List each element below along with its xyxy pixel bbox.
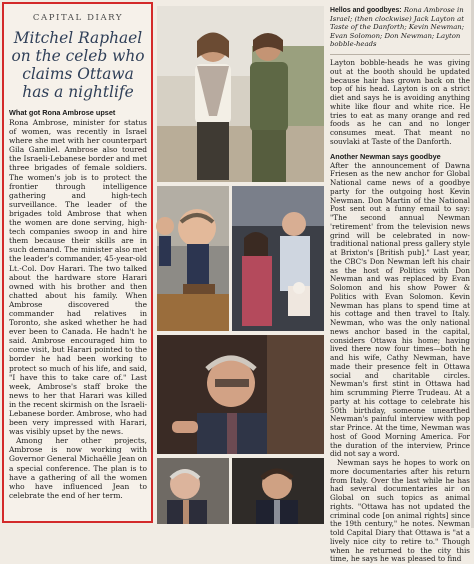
article-paragraph: Layton bobble-heads he was giving out at the booth should be updated because hair has grown back on the top of his head. Layton is on a strict diet and says he is avoiding anything white like flour and white rice. He tries to eat as many orange and red foods as he can and no longer consumes meat. That meant no souvlaki at Taste of the Danforth. xyxy=(330,58,470,146)
photo-evan-solomon xyxy=(157,458,229,524)
caption-text: Rona Ambrose in Israel; (then clockwise) Jack Layton at Taste of the Danforth; Kevin Newman; Evan Solomon; Don Newman; Layton bobble-heads xyxy=(330,6,465,48)
photo-layton-bobble-heads xyxy=(157,186,229,331)
photo-layton-danforth xyxy=(232,186,324,331)
photo-don-newman xyxy=(232,458,324,524)
photo-kevin-newman xyxy=(157,335,324,454)
article-headline: Mitchel Raphael on the celeb who claims Ottawa has a nightlife xyxy=(11,29,145,101)
left-column-article xyxy=(2,2,153,523)
article-paragraph: Among her other projects, Ambrose is now working with Governor General Michaëlle Jean on a special conference. The plan is to have a gathering of all the women who have influenced Jean to celebrate the end of her term. xyxy=(9,436,147,500)
photo-caption xyxy=(330,6,470,48)
photo-ambrose-israel xyxy=(157,6,324,182)
section-title-newman: Another Newman says goodbye xyxy=(330,151,441,161)
section-kicker: CAPITAL DIARY xyxy=(32,13,124,23)
section-title-ambrose: What got Rona Ambrose upset xyxy=(9,108,116,117)
right-column-article xyxy=(330,6,470,564)
article-paragraph: After the announcement of Dawna Friesen as the new anchor for Global National came news of a goodbye party for the outgoing host Kevin Newman. Don Martin of the National Post sent out a funny email to say: "The second annual Newman 'retirement' from the television news grind will be celebrated in now-traditional national press gallery style at Brixton's [British pub]." Last year, the CBC's Don Newman left his chair as the host of Politics with Don Newman and was replaced by Evan Solomon and his show Power & Politics with Evan Solomon. Kevin Newman has plans to spend time at his cottage and then travel to Italy. Newman, who was the only national news anchor based in the capital, considers Ottawa his home; having lived there now four times—both he and his wife, Cathy Newman, have made their presence felt in Ottawa social and charitable circles. Newman's first stint in Ottawa had him scrumming Pierre Trudeau. At a party at his cottage to celebrate his 50th birthday, someone unearthed Newman's painful interview with pop star Prince. At the time, Newman was host of Good Morning America. For the duration of the interview, Prince did not say a word. xyxy=(330,160,470,459)
article-paragraph: Rona Ambrose, minister for status of women, was recently in Israel where she met with her counterpart Gila Gamliel. Ambrose also toured the Israeli-Lebanese border and met three brigades of female soldiers. The women's job is to protect the frontier through intelligence gathering and high-tech surveillance. The leader of the brigades told Ambrose that when the women are done serving, high-tech companies swoop in and hire them because their skills are in such demand. The minister also met the leader's commander, 45-year-old Lt.-Col. Dov Harari. The two talked about the hardware store Harari owned with his brother and then chatted about his family. When Ambrose discovered the commander had relatives in Toronto, she asked whether he had ever been to Canada. He hadn't he said. Ambrose encouraged him to come visit, but Harari pointed to the border he had been working to protect so much of his life, and said, "I have this to take care of." Last week, Ambrose's staff broke the news to her that Harari was killed in the recent skirmish on the Israeli-Lebanese border. Ambrose, who had been very impressed with Harari, was visibly upset by the news. xyxy=(9,118,148,437)
article-paragraph: Newman says he hopes to work on more documentaries after his return from Italy. Over the last while he has had several documentaries air on Global on such topics as animal rights. "Ottawa has not updated the criminal code [on animal rights] since the 19th century," he notes. Newman told Capital Diary that Ottawa is "at a lively nice city to retire to." Though when he returned to the city this time, he says he was pleased to find xyxy=(330,458,470,564)
divider xyxy=(330,54,470,55)
caption-title: Hellos and goodbyes: xyxy=(330,7,402,14)
